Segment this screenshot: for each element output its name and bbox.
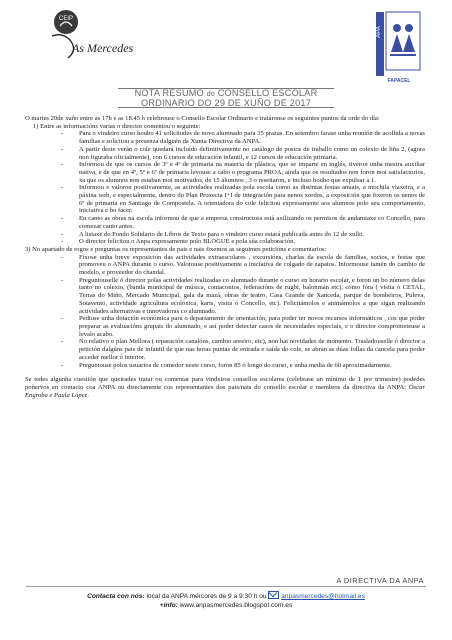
logo-ceip-text: CEIP	[58, 16, 74, 22]
footer-divider	[26, 586, 426, 587]
school-logo	[44, 8, 134, 60]
representatives-names: Óscar Engroba e Paula López	[25, 383, 425, 399]
signature: A DIRECTIVA DA ANPA	[336, 576, 424, 585]
title-line1-a: NOTA RESUMO	[134, 88, 207, 98]
logo-fapacel-text: FAPACEL	[387, 78, 411, 84]
section-3-heading: 3) No apartado de rogos e preguntas os representantes de pais e nais fixemos as seguintes peticións e comentarios:	[25, 245, 327, 253]
contact-text: local da ANPA mércores de 9 a 9:30 h ou	[144, 593, 269, 600]
footer-contact-line	[0, 591, 452, 601]
footer-info-line	[0, 601, 452, 610]
list-item: - Preguntouselle ó director polas actividades realizadas co alumnado durante o curso en horario escolar, e foron un bo número delas tanto no colexio, (banda municipal de música, contacontos, federacións de rugbi, balonmán etc), como fóra ( visita ó CETAL, Terras do Miño, Mercado Municipal, gala da mazá, obras de teatro, Casa Grande de Xanceda, parque de bombeiros, Puleva, Sotavento, actividade agricultura ecolóxica, karts, visita ó Concello, etc). Felicitámolos e animámolos a que sigan realizando actividades alternativas e innovadoras co alumnado.	[61, 276, 425, 315]
section-1-heading: 1) Entre as informacións varias o director comentou o seguinte:	[33, 122, 201, 130]
list-item: - Para o vindeiro curso houbo 41 solicitudes de novo alumnado para 35 prazas. En setembro farase unha reunión de acollida a novas familias e solicitou a presenza dalguén da Xunta Directiva da ANPA.	[61, 130, 425, 146]
list-item: - Fixose unha breve exposición das actividades extraescolares , excursións, charlas da escola de familias, socios, e festas que promoveu o ANPA durante o curso. Valorouse positivamente a iniciativa de colgado de zapatos. Informouse tamén do cambio de modelo, e proveedor do chandal.	[61, 253, 425, 277]
list-item: - En canto as obras na escola informou de que a empresa constructora está axilizando os permisos de andamiaxe co Concello, para comezar canto antes.	[61, 215, 425, 230]
title-line1-c: CONSELLO ESCOLAR	[214, 88, 318, 98]
contact-label: Contacta con nós:	[87, 593, 145, 600]
footer	[0, 591, 452, 610]
document-body	[25, 115, 425, 399]
info-label: +info:	[159, 602, 178, 609]
list-item: - Informou e valorou positivamente, as actividades realizadas pola escola como as distintas festas anuais, a mochila viaxeira, e a páxina web, e especialmente, dentro do Plan Proxecta I+I de integración para nenos xordos, a exposición que fixeron os nenos de 6º de primaria en Santiago de Compostela. A orientadora do cole felicitou expresamente aos alumnos polo seu comportamento, iniciativa e bo facer.	[61, 184, 425, 215]
list-item: - A partir deste verán o cole quedará incluído definitivamente no catálogo de postos de traballo como un colexio de liña 2, (agora non figuraba oficialmente), con 6 cursos de educación infantil, e 12 cursos de educación primaria.	[61, 145, 425, 161]
logo-apa-text: APA	[376, 26, 382, 38]
anpa-logo	[364, 8, 424, 84]
logo-school-name: As Mercedes	[72, 41, 134, 55]
title-line2: ORDINARIO DO 29 DE XUÑO DE 2017	[140, 98, 312, 108]
list-item: - Informou de que os cursos de 3º e 4º de primaria na materia de plástica, que se imparte en inglés, tiveron unha mestra auxiliar nativa, e de que en 4º, 5º e 6º de primaria levouse a cabo o programa PROA, aínda que os resultados non foron moi satisfactorios, xa que os alumnos non estaban moi motivados, de 15 alumnos , 3 o reseitaron, e incluso houbo que expulsar a 1.	[61, 161, 425, 184]
list-item: - Preguntouse polos usuarios de comedor neste curso, foron 85 ó longo do curso, e unha media de 60 aproximadamente.	[61, 361, 392, 369]
document-title	[118, 88, 334, 108]
list-item: - O director felicitou o Anpa expresamente polo BLOGUE e pola súa colaboración.	[61, 238, 296, 246]
title-line1-b: do	[206, 91, 215, 98]
intro-paragraph: O martes 29de xuño entre as 17h e as 18.45 h celebrouse o Consello Escolar Ordinario e tratáronse os seguintes puntos da orde do día:	[25, 115, 380, 122]
blog-link[interactable]: www.anpasmercedes.blogspot.com.es	[177, 602, 293, 609]
list-item: - No relativo o plan Mellora ( reparación canalóns, cambio areeiro, etc), non hai novidades de momento. Trasladouselle ó director a petición dalgúns pais de infantil de que nas horas puntas de entrada e saída do cole, se abran as dúas follas da cancela para poder acceder mellor ó interior.	[61, 338, 425, 361]
mail-icon	[268, 591, 279, 599]
list-item: - A listaxe do Fondo Solidario de Libros de Texto para o vindeiro curso estará publicada antes do 12 de xullo.	[61, 230, 365, 238]
list-item: - Pediuse unha dotación económica para o departamento de orientación, para poder ter novos recursos informáticos , cos que poder preparar as evaluacións grupais do alumnado, e así poder detectar casos de necesidades especiais, e o director comprometeuse a levalo acabo.	[61, 315, 425, 338]
email-link[interactable]: anpasmercedes@hotmail.es	[281, 593, 365, 600]
closing-paragraph: Se tedes algunha cuestión que queirades tratar ou comentar para vindeiros consellos escolares (celebrase un mínimo de 1 por trimestre) podedes poñervos en contacto coa ANPA ou directamente cos representantes dos pais/nais do consello escolar e membros da directiva da ANPA: Óscar Engroba e Paula López.	[25, 376, 425, 399]
